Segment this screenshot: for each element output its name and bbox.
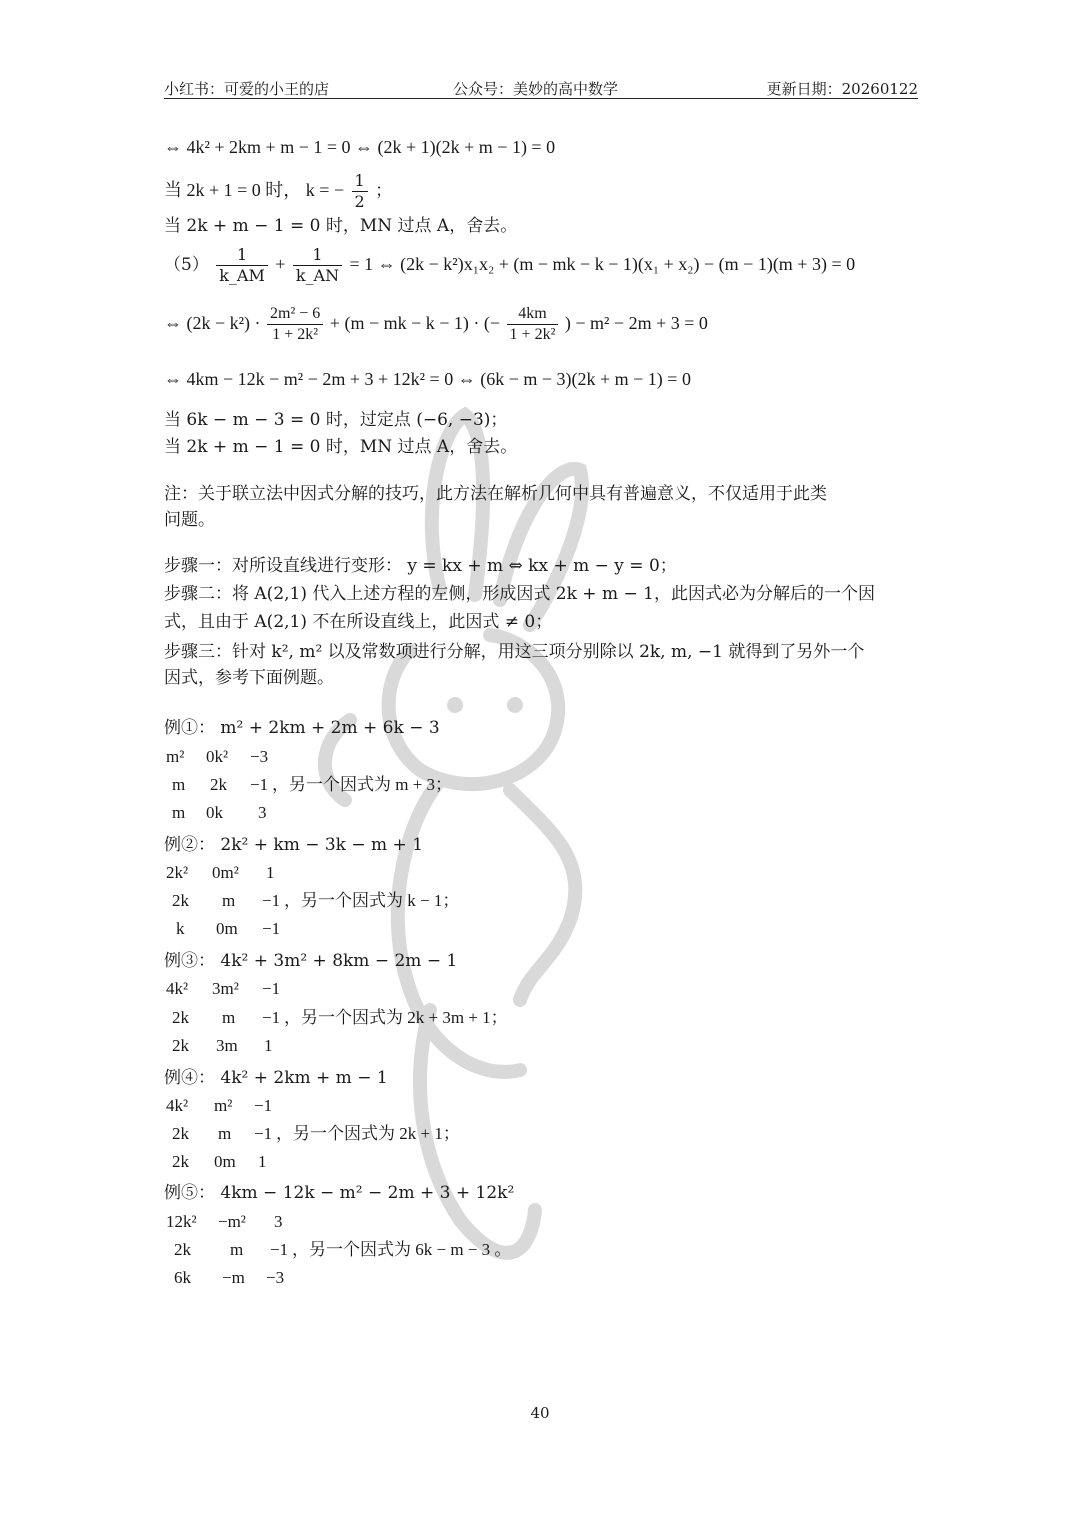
case-line-discard-1: 当 2k + m − 1 = 0 时，MN 过点 A，舍去。 xyxy=(164,216,518,236)
example-5-cell: −1 xyxy=(270,1240,289,1259)
fraction-4km xyxy=(507,304,559,345)
example-4-cell: 2k xyxy=(172,1124,189,1143)
example-4-cell: −1 xyxy=(254,1096,273,1115)
equation-part: ) − m² − 2m + 3 = 0 xyxy=(564,313,708,333)
fraction-numerator: 1 xyxy=(352,171,368,192)
fraction-denominator: 2 xyxy=(354,192,365,211)
fraction-denominator: k_AN xyxy=(295,266,340,285)
example-4-cell: m xyxy=(218,1124,232,1143)
example-3-cell: 2k xyxy=(172,1036,189,1055)
fraction-2m2-6 xyxy=(267,304,323,345)
item-number: （5） xyxy=(164,255,209,275)
example-2-title: 例②： 2k² + km − 3k − m + 1 xyxy=(164,835,424,855)
case-line-fixed-point: 当 6k − m − 3 = 0 时，过定点 (−6, −3)； xyxy=(164,410,508,430)
example-2-cell: −1 xyxy=(262,891,281,910)
example-2-cell: 0m xyxy=(216,919,238,938)
example-3-title: 例③： 4k² + 3m² + 8km − 2m − 1 xyxy=(164,951,458,971)
example-4-cell: m² xyxy=(214,1096,233,1115)
example-5-cell: m xyxy=(230,1240,244,1259)
example-5-title: 例⑤： 4km − 12k − m² − 2m + 3 + 12k² xyxy=(164,1183,515,1203)
step-3-line-2: 因式，参考下面例题。 xyxy=(164,668,334,688)
plus-sign: + xyxy=(275,254,286,274)
example-5-cell: −3 xyxy=(266,1268,285,1287)
case-punct: ； xyxy=(375,181,393,201)
fraction-denominator: 1 + 2k² xyxy=(272,326,319,344)
equation-line-6 xyxy=(164,300,708,346)
step-3-line-1: 步骤三：针对 k², m² 以及常数项进行分解，用这三项分别除以 2k, m, −1 就得到了另外一个 xyxy=(164,642,865,662)
example-3-cell: 3m² xyxy=(212,979,239,998)
fraction-numerator: 2m² − 6 xyxy=(267,304,323,325)
step-1: 步骤一：对所设直线进行变形： y = kx + m ⇔ kx + m − y = 0； xyxy=(164,556,677,576)
example-5-cell: 3 xyxy=(274,1212,283,1231)
page-number: 40 xyxy=(530,1404,550,1422)
equation-line-5 xyxy=(164,242,855,286)
example-1-cell: m xyxy=(172,775,186,794)
example-2-cell: m xyxy=(222,891,236,910)
step-2-line-2: 式，且由于 A(2,1) 不在所设直线上，此因式 ≠ 0； xyxy=(164,612,553,632)
example-5-cell: −m xyxy=(222,1268,245,1287)
equation-part: + (m − mk − k − 1) · (− xyxy=(329,313,501,333)
equation-rest: = 1 ⇔ (2k − k²)x₁x₂ + (m − mk − k − 1)(x₁ + x₂) − (m − 1)(m + 3) = 0 xyxy=(349,254,856,274)
header-center-text: 公众号：美妙的高中数学 xyxy=(453,80,619,98)
example-3-cell: m xyxy=(222,1008,236,1027)
example-4-cell: 0m xyxy=(214,1152,236,1171)
example-4-cell: −1 xyxy=(254,1124,273,1143)
example-5-cell: −m² xyxy=(218,1212,246,1231)
example-4-result: ，另一个因式为 2k + 1； xyxy=(276,1124,460,1143)
fraction-numerator: 4km xyxy=(507,304,559,325)
fraction-1-over-kam xyxy=(216,245,268,286)
page-header xyxy=(164,78,918,99)
example-4-cell: 4k² xyxy=(166,1096,189,1115)
example-1-cell: 0k² xyxy=(206,747,229,766)
example-2-cell: −1 xyxy=(262,919,281,938)
step-2-line-1: 步骤二：将 A(2,1) 代入上述方程的左侧，形成因式 2k + m − 1，此因式必为分解后的一个因 xyxy=(164,584,875,604)
example-1-cell: 0k xyxy=(206,803,223,822)
example-3-cell: −1 xyxy=(262,1008,281,1027)
case-line-k-half xyxy=(164,170,392,210)
example-2-cell: 2k xyxy=(172,891,189,910)
equation-line-7: ⇔ 4km − 12k − m² − 2m + 3 + 12k² = 0 ⇔ (6k − m − 3)(2k + m − 1) = 0 xyxy=(164,369,691,389)
example-1-cell: −1 xyxy=(250,775,269,794)
equation-line-1: ⇔ 4k² + 2km + m − 1 = 0 ⇔ (2k + 1)(2k + m − 1) = 0 xyxy=(164,137,556,157)
note-line-2: 问题。 xyxy=(164,510,215,530)
example-4-title: 例④： 4k² + 2km + m − 1 xyxy=(164,1068,388,1088)
example-2-result: ，另一个因式为 k − 1； xyxy=(284,891,460,910)
fraction-1-over-kan xyxy=(293,245,342,286)
example-5-cell: 12k² xyxy=(166,1212,197,1231)
note-line-1: 注：关于联立法中因式分解的技巧，此方法在解析几何中具有普遍意义，不仅适用于此类 xyxy=(164,484,827,504)
example-3-result: ，另一个因式为 2k + 3m + 1； xyxy=(284,1008,508,1027)
example-3-cell: 4k² xyxy=(166,979,189,998)
header-right-text: 更新日期：20260122 xyxy=(766,80,918,98)
fraction-one-half xyxy=(352,171,368,212)
example-5-result: ，另一个因式为 6k − m − 3 。 xyxy=(292,1240,512,1259)
example-1-cell: m² xyxy=(166,747,185,766)
example-2-cell: 1 xyxy=(266,863,275,882)
fraction-denominator: k_AM xyxy=(219,266,265,285)
example-3-cell: 1 xyxy=(264,1036,273,1055)
example-2-cell: 0m² xyxy=(212,863,239,882)
equation-part: ⇔ (2k − k²) · xyxy=(164,313,261,333)
example-1-result: ，另一个因式为 m + 3； xyxy=(272,775,453,794)
example-5-cell: 2k xyxy=(174,1240,191,1259)
case-text: 当 2k + 1 = 0 时， k = − xyxy=(164,180,345,200)
example-3-cell: 3m xyxy=(216,1036,238,1055)
example-4-cell: 2k xyxy=(172,1152,189,1171)
case-line-discard-2: 当 2k + m − 1 = 0 时，MN 过点 A，舍去。 xyxy=(164,437,518,457)
fraction-numerator: 1 xyxy=(216,245,268,266)
example-2-cell: k xyxy=(176,919,185,938)
example-3-cell: −1 xyxy=(262,979,281,998)
fraction-numerator: 1 xyxy=(293,245,342,266)
example-5-cell: 6k xyxy=(174,1268,191,1287)
example-1-cell: 2k xyxy=(210,775,227,794)
example-3-cell: 2k xyxy=(172,1008,189,1027)
fraction-denominator: 1 + 2k² xyxy=(509,326,556,344)
example-2-cell: 2k² xyxy=(166,863,189,882)
example-1-cell: −3 xyxy=(250,747,269,766)
header-left-text: 小红书：可爱的小王的店 xyxy=(164,80,330,98)
example-4-cell: 1 xyxy=(258,1152,267,1171)
example-1-title: 例①： m² + 2km + 2m + 6k − 3 xyxy=(164,718,440,738)
example-1-cell: m xyxy=(172,803,186,822)
example-1-cell: 3 xyxy=(258,803,267,822)
